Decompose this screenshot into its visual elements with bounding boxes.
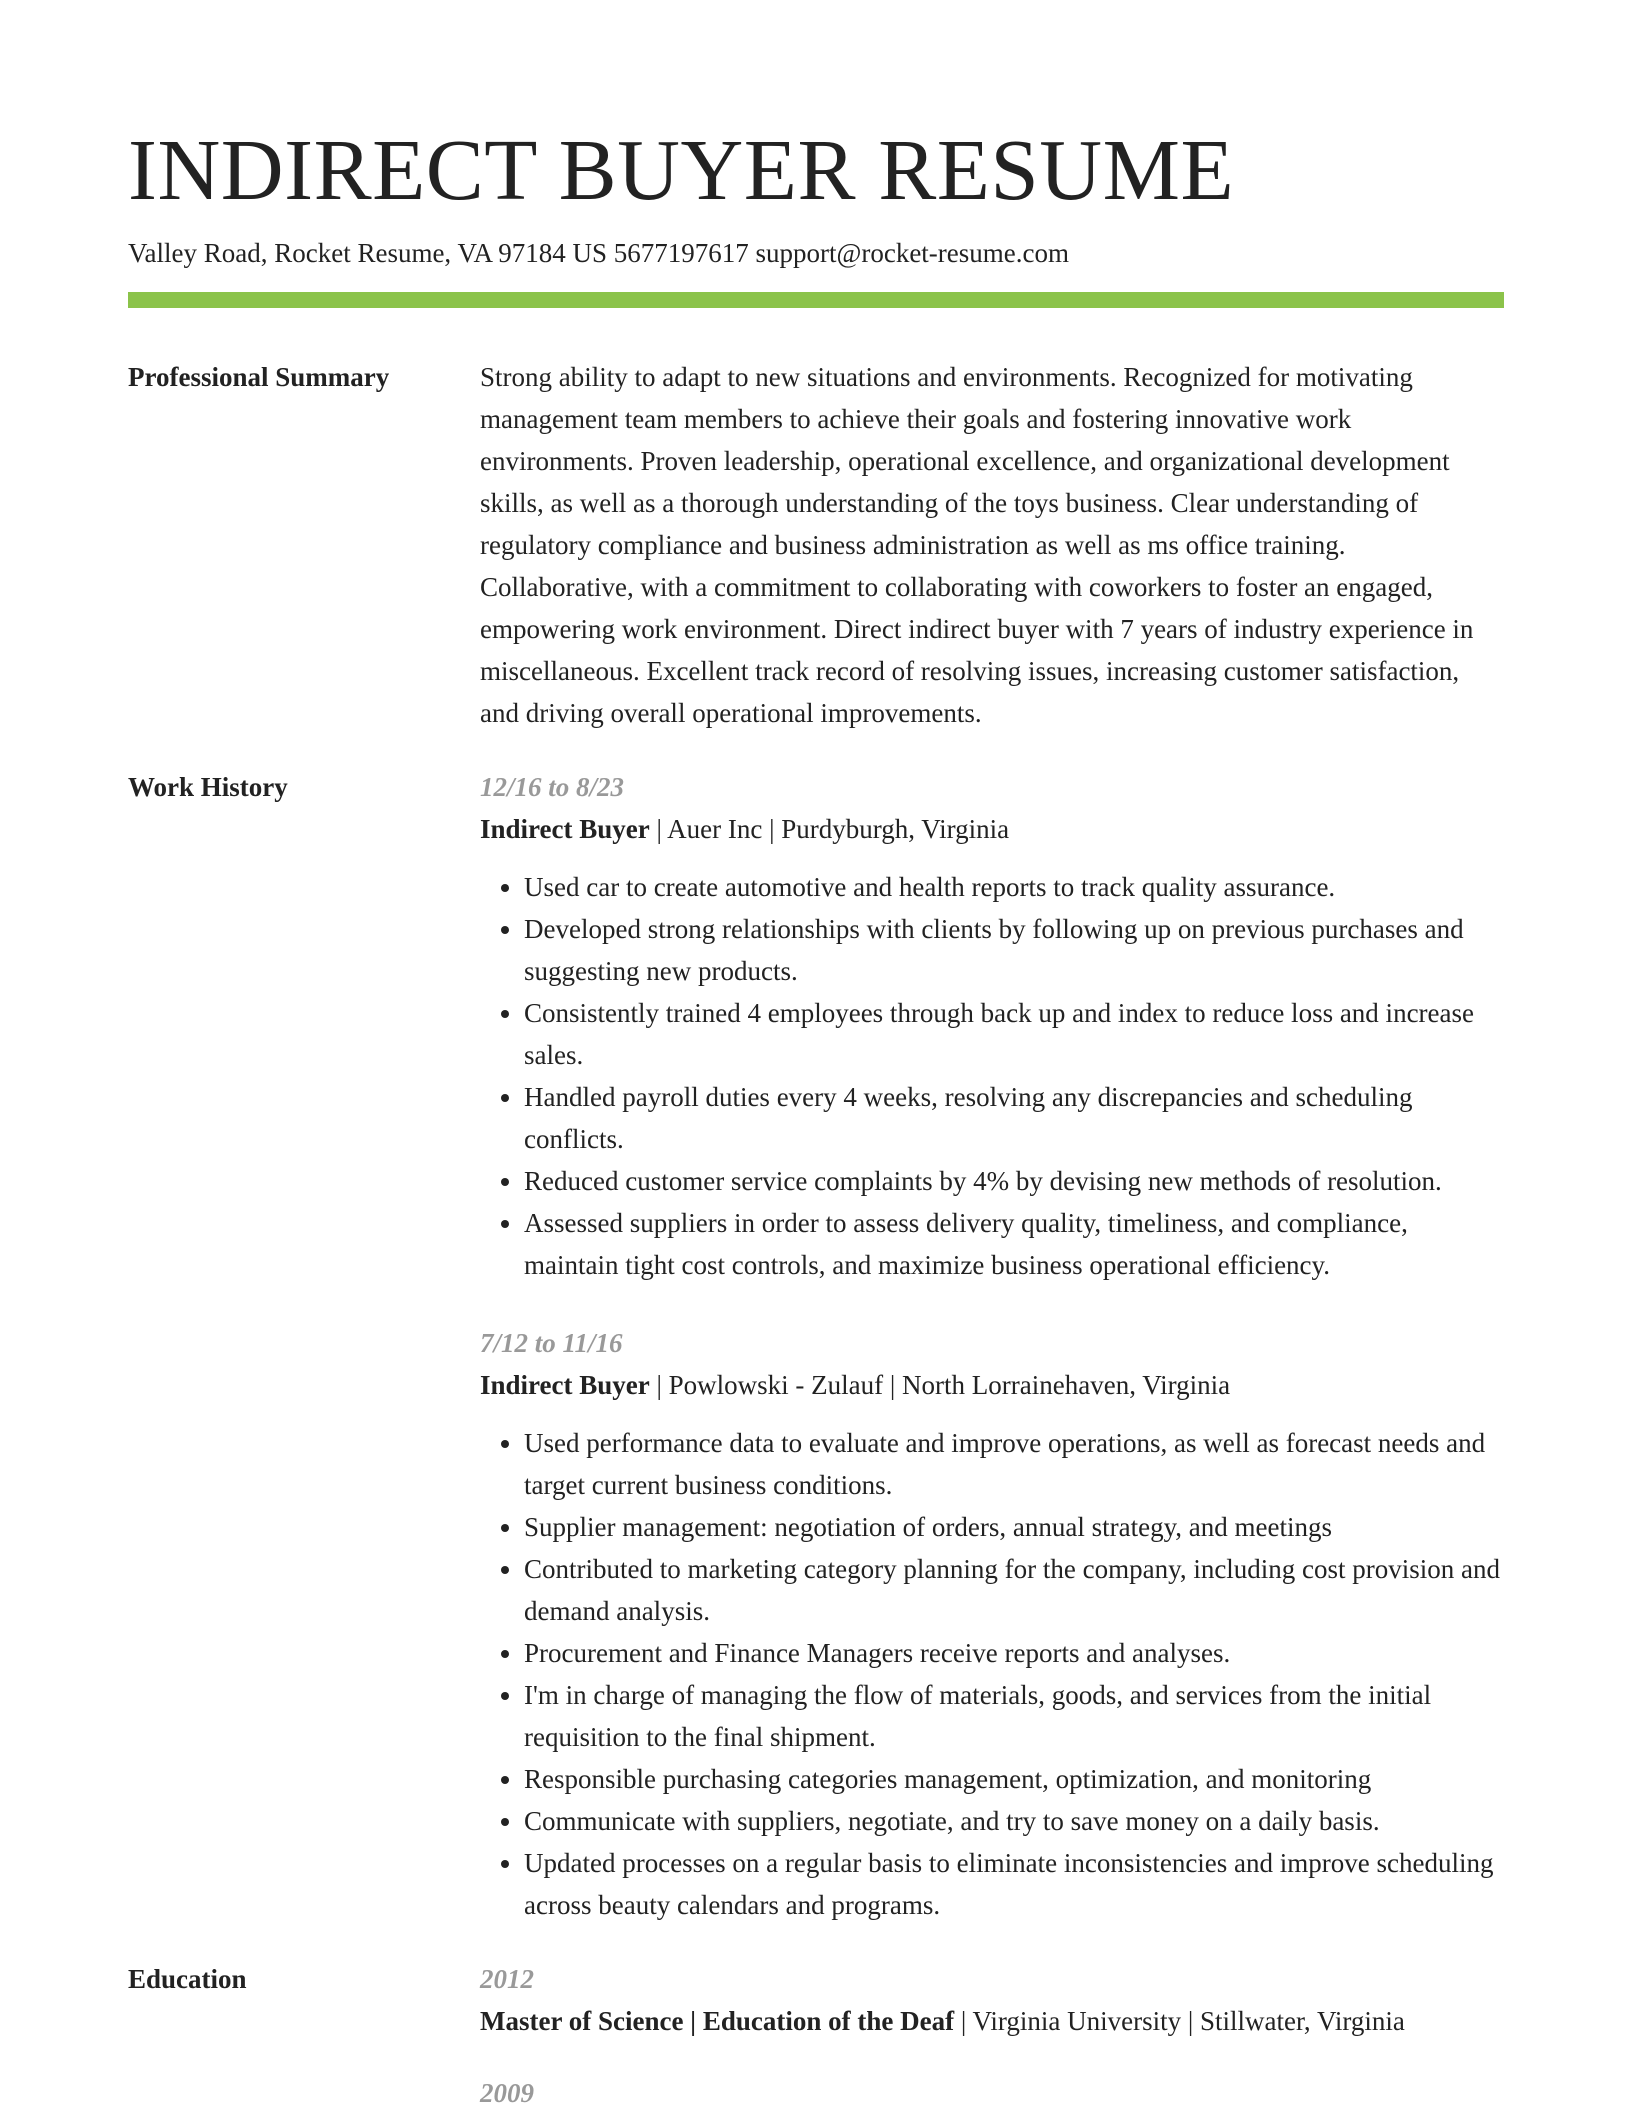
section-label-summary: Professional Summary (128, 362, 390, 392)
section-label-work-history: Work History (128, 772, 288, 802)
bullet-item: • Consistently trained 4 employees through back up and index to reduce loss and increase sales. (524, 992, 1504, 1076)
resume-page (128, 0, 1504, 2114)
work-history-body (480, 766, 1504, 1926)
job-entry (480, 766, 1504, 1286)
bullet-item: • Responsible purchasing categories management, optimization, and monitoring (524, 1758, 1504, 1800)
bullet-item: • Used car to create automotive and health reports to track quality assurance. (524, 866, 1504, 908)
summary-body (480, 356, 1504, 734)
header-divider (128, 292, 1504, 308)
education-year: 2009 (480, 2078, 534, 2108)
education-details: | Virginia University | Stillwater, Virginia (954, 2006, 1405, 2036)
education-entry (480, 2072, 1504, 2114)
job-details: | Powlowski - Zulauf | North Lorrainehaven, Virginia (649, 1370, 1231, 1400)
education-section (128, 1958, 1504, 2114)
job-heading (480, 808, 1504, 850)
degree: Master of Science | Education of the Deaf (480, 2006, 955, 2036)
bullet-item: • Reduced customer service complaints by 4% by devising new methods of resolution. (524, 1160, 1504, 1202)
bullet-item: • Assessed suppliers in order to assess delivery quality, timeliness, and compliance, maintain tight cost controls, and maximize business operational efficiency. (524, 1202, 1504, 1286)
contact-line: Valley Road, Rocket Resume, VA 97184 US 5677197617 support@rocket-resume.com (128, 238, 1070, 268)
bullet-item: • Procurement and Finance Managers receive reports and analyses. (524, 1632, 1504, 1674)
job-title: Indirect Buyer (480, 814, 650, 844)
bullet-item: • Supplier management: negotiation of orders, annual strategy, and meetings (524, 1506, 1504, 1548)
bullet-item: • I'm in charge of managing the flow of materials, goods, and services from the initial requisition to the final shipment. (524, 1674, 1504, 1758)
bullet-item: • Used performance data to evaluate and improve operations, as well as forecast needs and target current business conditions. (524, 1422, 1504, 1506)
job-entry (480, 1322, 1504, 1926)
job-heading (480, 1364, 1504, 1406)
bullet-item: • Handled payroll duties every 4 weeks, resolving any discrepancies and scheduling conflicts. (524, 1076, 1504, 1160)
job-details: | Auer Inc | Purdyburgh, Virginia (649, 814, 1010, 844)
bullet-item: • Communicate with suppliers, negotiate, and try to save money on a daily basis. (524, 1800, 1504, 1842)
job-bullets (480, 1422, 1504, 1926)
work-history-section (128, 766, 1504, 1926)
resume-title: INDIRECT BUYER RESUME (128, 121, 1235, 218)
summary-text: Strong ability to adapt to new situations and environments. Recognized for motivating management team members to achieve their goals and fostering innovative work environments. Proven leadership, operational excellence, and organizational development skills, as well as a thorough understanding of the toys business. Clear understanding of regulatory compliance and business administration as well as ms office training. Collaborative, with a commitment to collaborating with coworkers to foster an engaged, empowering work environment. Direct indirect buyer with 7 years of industry experience in miscellaneous. Excellent track record of resolving issues, increasing customer satisfaction, and driving overall operational improvements. (480, 362, 1474, 728)
bullet-item: • Updated processes on a regular basis to eliminate inconsistencies and improve scheduling across beauty calendars and programs. (524, 1842, 1504, 1926)
job-bullets (480, 866, 1504, 1286)
job-dates: 7/12 to 11/16 (480, 1328, 623, 1358)
section-label-education: Education (128, 1964, 247, 1994)
education-heading (480, 2000, 1504, 2042)
education-entry (480, 1958, 1504, 2042)
bullet-item: • Contributed to marketing category planning for the company, including cost provision and demand analysis. (524, 1548, 1504, 1632)
bullet-item: • Developed strong relationships with clients by following up on previous purchases and suggesting new products. (524, 908, 1504, 992)
education-year: 2012 (480, 1964, 534, 1994)
education-body (480, 1958, 1504, 2114)
professional-summary-section (128, 356, 1504, 734)
job-title: Indirect Buyer (480, 1370, 650, 1400)
job-dates: 12/16 to 8/23 (480, 772, 625, 802)
